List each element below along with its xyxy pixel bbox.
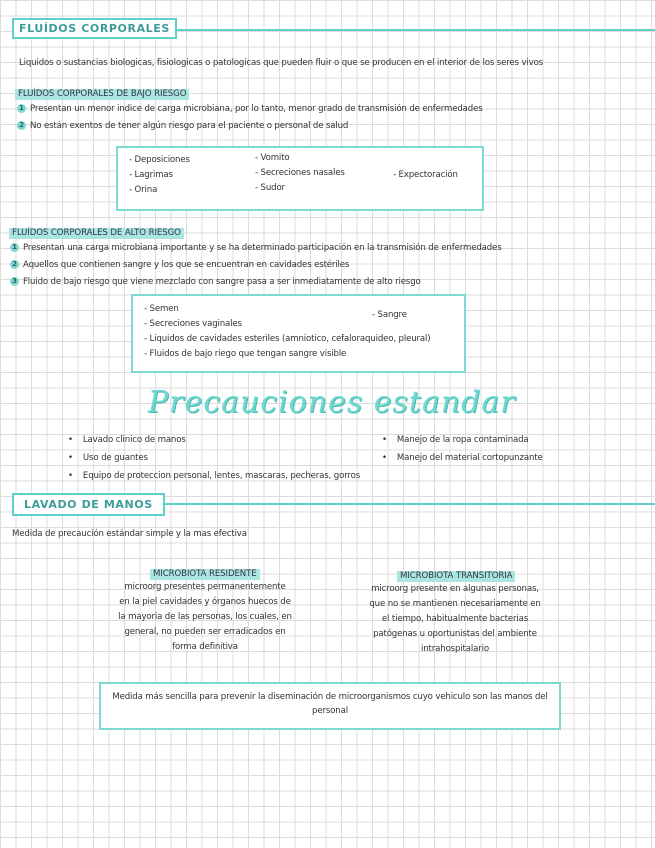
high-risk-point-1: 1 Presentan una carga microbiana importante y se ha determinado participación en la transmisión de enfermedades [10,243,502,254]
intro-text: Liquidos o sustancias biologicas, fisiologicas o patologicas que pueden fluir o que se producen en el interior de los seres vivos [19,58,543,68]
precautions-left-list [68,435,360,482]
section-title-lavado: LAVADO DE MANOS [12,493,165,516]
low-risk-col-2 [255,153,345,194]
resident-text: microorg presentes permanentemente en la piel cavidades y órganos huecos de la mayoria de las personas, los cuales, en general, no pueden ser erradicados en forma definitiva [118,582,292,652]
section-title-fluidos: FLUÍDOS CORPORALES [12,18,177,39]
header-line [150,29,655,31]
list-item: - Expectoración [393,170,458,180]
list-item: - Semen [144,304,179,314]
list-item: • Manejo del material cortopunzante [382,453,543,464]
note-line: Medida más sencilla para prevenir la diseminación de microorganismos cuyo vehiculo son las manos del [112,692,548,702]
list-item: • Manejo de la ropa contaminada [382,435,543,446]
high-risk-heading: FLUÍDOS CORPORALES DE ALTO RIESGO [9,228,184,239]
number-badge: 1 [10,243,19,252]
list-item: - Liquidos de cavidades esteriles (amniotico, cefaloraquideo, pleural) [144,334,431,344]
list-item: - Secreciones nasales [255,168,345,178]
note-line: personal [312,706,348,716]
low-risk-point-1: 1 Presentan un menor indice de carga microbiana, por lo tanto, menor grado de transmisión de enfermedades [17,104,483,115]
handwash-intro: Medida de precaución estándar simple y la mas efectiva [12,529,247,539]
list-item: • Lavado clinico de manos [68,435,360,446]
low-risk-point-2: 2 No están exentos de tener algún riesgo para el paciente o personal de salud [17,121,348,132]
high-risk-point-3: 3 Fluido de bajo riesgo que viene mezclado con sangre pasa a ser inmediatamente de alto riesgo [10,277,421,288]
list-item: - Fluidos de bajo riego que tengan sangre visible [144,349,347,359]
list-item: - Sudor [255,183,285,193]
list-item: - Secreciones vaginales [144,319,242,329]
handwash-note-box [99,682,561,730]
number-badge: 1 [17,104,26,113]
resident-heading: MICROBIOTA RESIDENTE [150,569,260,580]
transient-heading: MICROBIOTA TRANSITORIA [397,571,515,582]
list-item: • Equipo de proteccion personal, lentes, mascaras, pecheras, gorros [68,471,360,482]
number-badge: 2 [17,121,26,130]
list-item: - Deposiciones [129,155,190,165]
high-risk-point-2: 2 Aquellos que contienen sangre y los que se encuentran en cavidades estériles [10,260,349,271]
list-item: • Uso de guantes [68,453,360,464]
number-badge: 2 [10,260,19,269]
number-badge: 3 [10,277,19,286]
list-item: - Vomito [255,153,290,163]
list-item: - Orina [129,185,158,195]
precautions-right-list [382,435,543,464]
low-risk-col-1 [129,155,190,196]
precautions-title: Precauciones estandar [148,385,516,420]
list-item: - Sangre [372,310,407,320]
low-risk-heading: FLUÍDOS CORPORALES DE BAJO RIESGO [15,89,189,100]
header-line [143,503,655,505]
transient-text: microorg presente en algunas personas, que no se mantienen necesariamente en el tiempo, habitualmente bacterias patógenas u oportunistas del ambiente intrahospitalario [369,584,541,654]
list-item: - Lagrimas [129,170,173,180]
